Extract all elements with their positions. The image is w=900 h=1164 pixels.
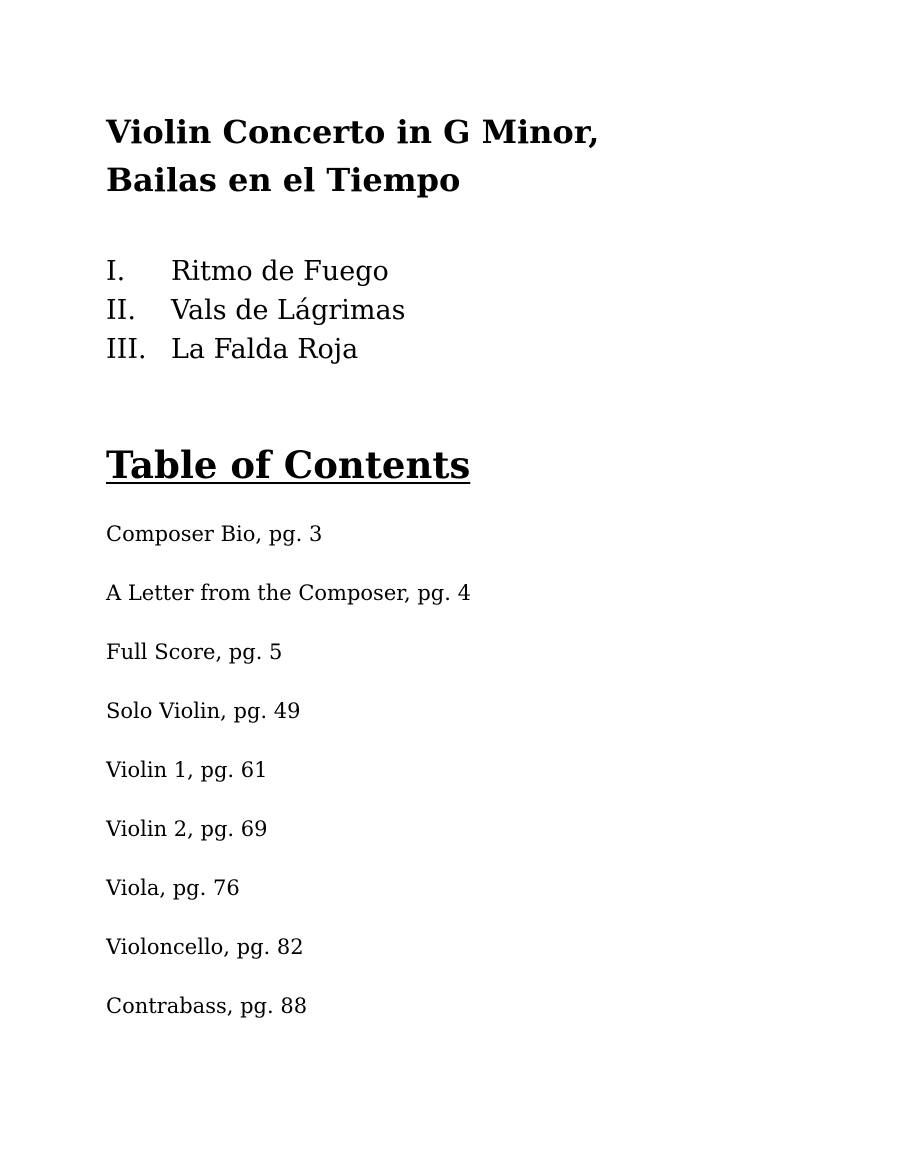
toc-entry: Viola, pg. 76: [106, 876, 240, 900]
title-line-2: Bailas en el Tiempo: [106, 161, 461, 199]
toc-list: [106, 516, 471, 1047]
movement-name: Ritmo de Fuego: [171, 256, 389, 287]
movement-item: [106, 291, 405, 330]
movement-item: [106, 252, 405, 291]
toc-entry: Full Score, pg. 5: [106, 640, 283, 664]
toc-entry: Violoncello, pg. 82: [106, 935, 304, 959]
concerto-title: [106, 108, 599, 204]
toc-entry: Violin 2, pg. 69: [106, 817, 268, 841]
toc-entry: Solo Violin, pg. 49: [106, 699, 301, 723]
movement-name: La Falda Roja: [171, 334, 359, 365]
movement-numeral: II.: [106, 295, 136, 326]
toc-entry: Contrabass, pg. 88: [106, 994, 308, 1018]
movements-list: [106, 252, 405, 369]
movement-numeral: III.: [106, 334, 147, 365]
title-line-1: Violin Concerto in G Minor,: [106, 113, 600, 151]
movement-name: Vals de Lágrimas: [171, 295, 406, 326]
movement-numeral: I.: [106, 256, 126, 287]
toc-entry: Composer Bio, pg. 3: [106, 522, 323, 546]
toc-heading: Table of Contents: [106, 443, 471, 487]
toc-entry: A Letter from the Composer, pg. 4: [106, 581, 471, 605]
movement-item: [106, 330, 405, 369]
toc-entry: Violin 1, pg. 61: [106, 758, 268, 782]
